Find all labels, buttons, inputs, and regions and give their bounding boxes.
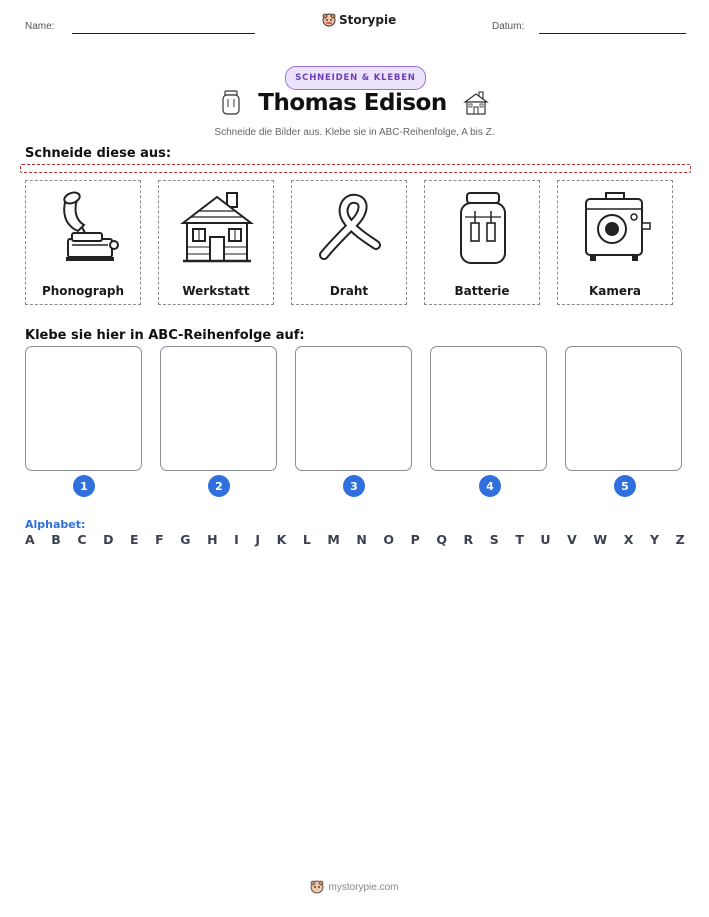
paste-slot-5[interactable] xyxy=(565,346,682,471)
slot-number-5: 5 xyxy=(614,475,636,497)
battery-jar-icon xyxy=(220,90,242,116)
alphabet-label: Alphabet: xyxy=(25,518,86,531)
cut-cards xyxy=(25,180,673,305)
alphabet-letter: W xyxy=(593,532,608,547)
workshop-icon xyxy=(177,189,257,269)
brand-name: Storypie xyxy=(339,13,397,27)
date-label: Datum: xyxy=(492,21,525,32)
alphabet-letter: K xyxy=(276,532,287,547)
activity-badge: SCHNEIDEN & KLEBEN xyxy=(285,66,426,90)
alphabet-letter: N xyxy=(356,532,367,547)
phonograph-icon xyxy=(44,189,124,269)
alphabet-letter: D xyxy=(103,532,114,547)
camera-icon xyxy=(576,189,656,269)
alphabet-letter: G xyxy=(180,532,191,547)
alphabet-letter: A xyxy=(25,532,35,547)
cut-card-wire[interactable] xyxy=(291,180,407,305)
slot-number-1: 1 xyxy=(73,475,95,497)
slot-number-3: 3 xyxy=(343,475,365,497)
footer-url: mystorypie.com xyxy=(328,881,399,893)
paste-slot-4[interactable] xyxy=(430,346,547,471)
alphabet-letter: V xyxy=(567,532,577,547)
name-line[interactable] xyxy=(72,33,255,34)
footer xyxy=(0,880,709,894)
brand-logo xyxy=(322,13,396,27)
title-row xyxy=(0,90,709,116)
alphabet-letter: B xyxy=(51,532,61,547)
instructions: Schneide die Bilder aus. Klebe sie in ABC-Reihenfolge, A bis Z. xyxy=(214,127,495,138)
card-label: Draht xyxy=(329,284,369,298)
cut-card-battery[interactable] xyxy=(424,180,540,305)
alphabet-letter: S xyxy=(489,532,499,547)
storypie-mascot-icon xyxy=(322,13,336,27)
paste-slot-3[interactable] xyxy=(295,346,412,471)
alphabet-letter: U xyxy=(540,532,551,547)
page-title: Thomas Edison xyxy=(258,90,447,116)
wire-icon xyxy=(310,189,390,269)
alphabet-letter: M xyxy=(327,532,340,547)
paste-slot-1[interactable] xyxy=(25,346,142,471)
alphabet-letter: T xyxy=(515,532,524,547)
card-label: Kamera xyxy=(588,284,642,298)
alphabet-letter: Y xyxy=(649,532,659,547)
paste-section-heading: Klebe sie hier in ABC-Reihenfolge auf: xyxy=(25,328,305,343)
alphabet-letter: X xyxy=(623,532,634,547)
cut-line xyxy=(20,164,691,173)
cut-section-heading: Schneide diese aus: xyxy=(25,146,172,161)
slot-number-2: 2 xyxy=(208,475,230,497)
storypie-mascot-icon xyxy=(310,880,324,894)
alphabet-letter: I xyxy=(234,532,239,547)
slot-number-4: 4 xyxy=(479,475,501,497)
alphabet-letter: Q xyxy=(436,532,447,547)
alphabet-letter: L xyxy=(302,532,311,547)
name-label: Name: xyxy=(25,21,55,32)
card-label: Phonograph xyxy=(41,284,125,298)
alphabet-letter: P xyxy=(410,532,420,547)
alphabet-letter: E xyxy=(130,532,139,547)
cut-card-workshop[interactable] xyxy=(158,180,274,305)
alphabet-letter: H xyxy=(207,532,218,547)
paste-slot-2[interactable] xyxy=(160,346,277,471)
alphabet-letter: F xyxy=(155,532,164,547)
alphabet-letter: R xyxy=(463,532,474,547)
alphabet-letter: C xyxy=(77,532,87,547)
card-label: Batterie xyxy=(454,284,510,298)
alphabet-letter: Z xyxy=(675,532,685,547)
alphabet-letter: O xyxy=(383,532,395,547)
cut-card-phonograph[interactable] xyxy=(25,180,141,305)
alphabet-letter: J xyxy=(255,532,260,547)
card-label: Werkstatt xyxy=(182,284,250,298)
workshop-icon xyxy=(463,90,489,116)
date-line[interactable] xyxy=(539,33,686,34)
alphabet-row xyxy=(25,532,685,547)
cut-card-camera[interactable] xyxy=(557,180,673,305)
paste-slots xyxy=(25,346,682,471)
battery-jar-icon xyxy=(443,189,523,269)
worksheet-header xyxy=(0,0,709,50)
